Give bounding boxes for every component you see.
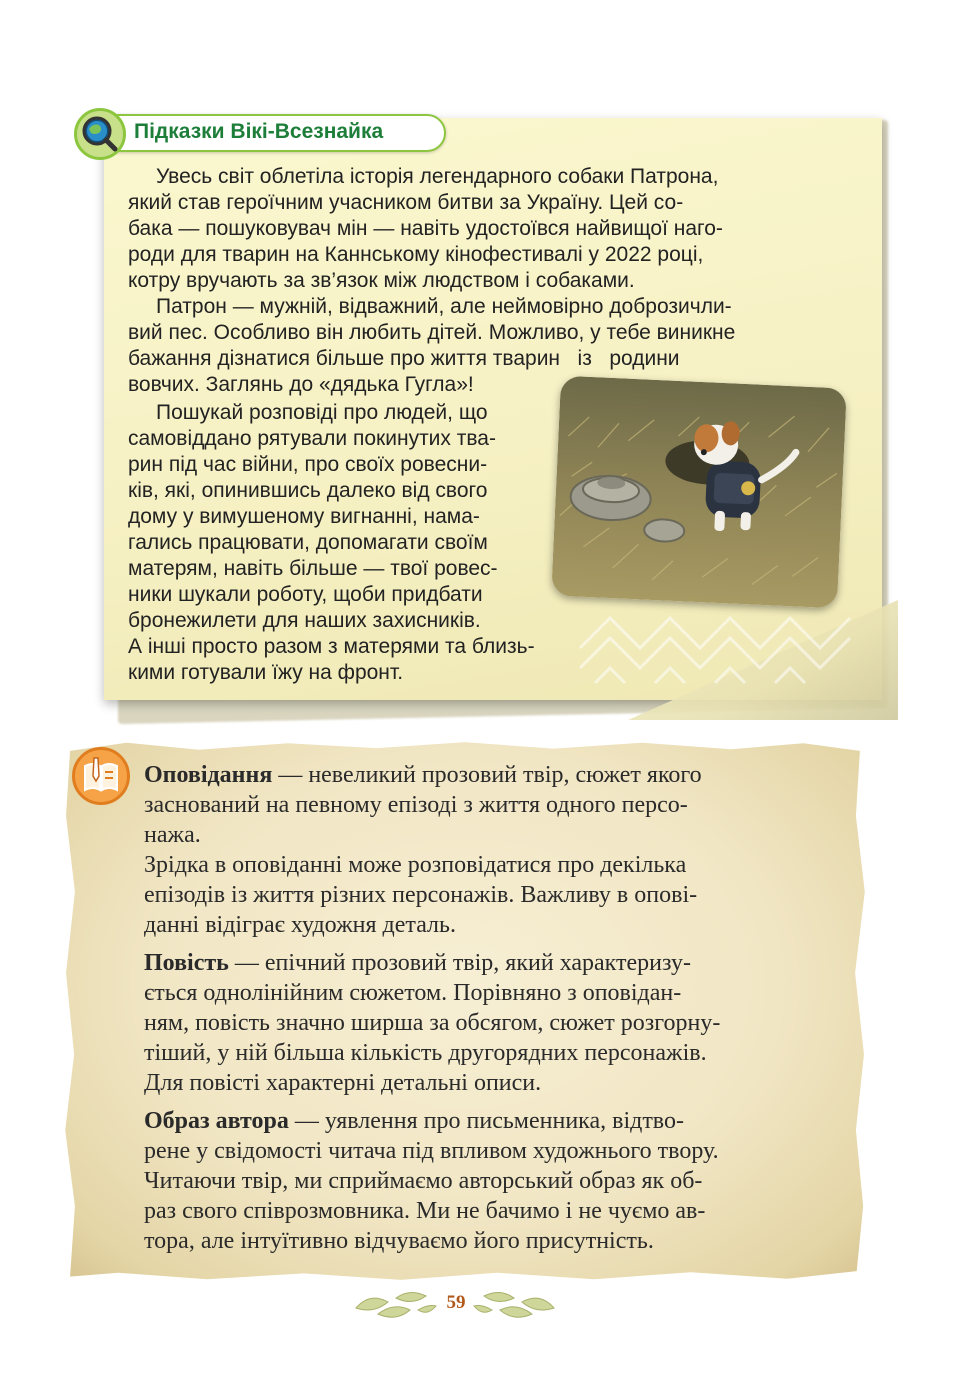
tip-line: А інші просто разом з матерями та близь-	[128, 635, 535, 658]
tip-line: Патрон — мужній, відважний, але неймовірно доброзичли-	[156, 295, 732, 318]
tip-line: бака — пошуковувач мін — навіть удостоївся найвищої наго-	[128, 217, 723, 240]
tip-line: дому у вимушеному вигнанні, нама-	[128, 505, 480, 528]
tip-line: бажання дізнатися більше про життя тварин із родини	[128, 347, 680, 370]
definition-line: Образ автора — уявлення про письменника, відтво-	[144, 1108, 684, 1134]
definition-line: ням, повість значно ширша за обсягом, сюжет розгорну-	[144, 1010, 721, 1036]
tip-line: який став героїчним учасником битви за Україну. Цей со-	[128, 191, 684, 214]
tip-line: котру вручають за зв’язок між людством і собаками.	[128, 269, 635, 292]
tip-line: Увесь світ облетіла історія легендарного собаки Патрона,	[156, 165, 719, 188]
tip-line: ків, які, опинившись далеко від свого	[128, 479, 488, 502]
definition-line: Для повісті характерні детальні описи.	[144, 1070, 542, 1096]
definition-line: Оповідання — невеликий прозовий твір, сюжет якого	[144, 762, 702, 788]
folk-ornament	[560, 598, 870, 688]
page-number: 59	[446, 1292, 466, 1313]
tip-line: гались працювати, допомагати своїм	[128, 531, 488, 554]
tip-line: Пошукай розповіді про людей, що	[156, 401, 488, 424]
tip-line: ники шукали роботу, щоби придбати	[128, 583, 483, 606]
definition-line: ється однолінійним сюжетом. Порівняно з оповідан-	[144, 980, 682, 1006]
definition-line: Повість — епічний прозовий твір, який характеризу-	[144, 950, 691, 976]
term-author-image: Образ автора	[144, 1108, 289, 1134]
definition-line: раз свого співрозмовника. Ми не бачимо і не чуємо ав-	[144, 1198, 706, 1224]
term-story: Оповідання	[144, 762, 273, 788]
magnifier-globe-icon	[74, 108, 126, 160]
tip-line: матерям, навіть більше — твої ровес-	[128, 557, 498, 580]
definition-line: тора, але інтуїтивно відчуваємо його присутність.	[144, 1228, 654, 1254]
tip-line: рин під час війни, про своїх ровесни-	[128, 453, 488, 476]
book-pen-icon	[72, 747, 130, 805]
tip-line: кими готували їжу на фронт.	[128, 661, 404, 684]
dog-photo	[551, 376, 847, 609]
definition-line: Зрідка в оповіданні може розповідатися про декілька	[144, 852, 687, 878]
tip-line: вий пес. Особливо він любить дітей. Можливо, у тебе виникне	[128, 321, 736, 344]
definition-line: данні відіграє художня деталь.	[144, 912, 456, 938]
definition-line: нажа.	[144, 822, 201, 848]
tip-title: Підказки Вікі-Всезнайка	[134, 120, 384, 143]
definition-line: тіший, у ній більша кількість другорядних персонажів.	[144, 1040, 707, 1066]
term-novella: Повість	[144, 950, 229, 976]
definition-line: Читаючи твір, ми сприймаємо авторський образ як об-	[144, 1168, 703, 1194]
tip-line: бронежилети для наших захисників.	[128, 609, 481, 632]
tip-line: вовчих. Заглянь до «дядька Гугла»!	[128, 373, 474, 396]
tip-line: роди для тварин на Каннському кінофестивалі у 2022 році,	[128, 243, 704, 266]
definition-line: рене у свідомості читача під впливом художнього твору.	[144, 1138, 719, 1164]
definition-line: епізодів із життя різних персонажів. Важливу в опові-	[144, 882, 698, 908]
definition-line: заснований на певному епізоді з життя одного персо-	[144, 792, 688, 818]
tip-line: самовіддано рятували покинутих тва-	[128, 427, 496, 450]
